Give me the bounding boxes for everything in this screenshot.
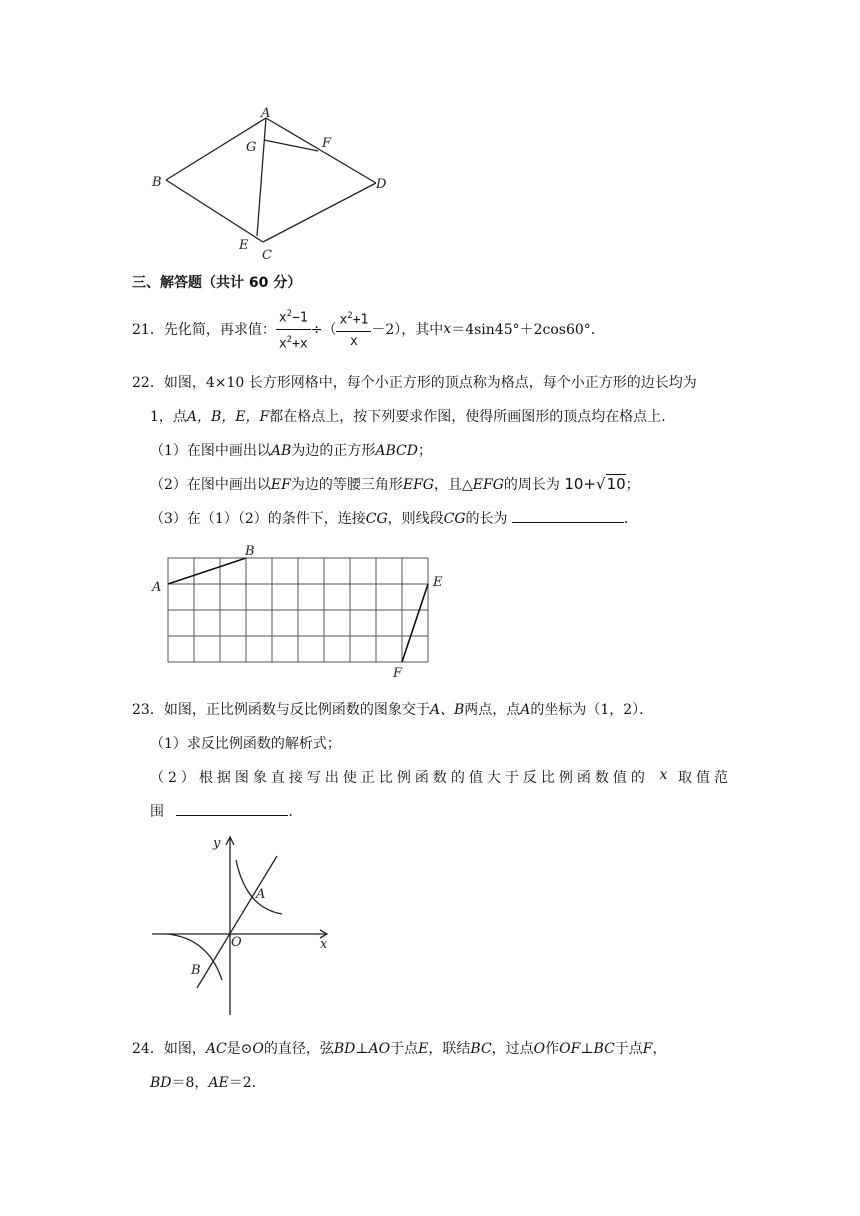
q21-minus-two: －2），其中 xyxy=(371,322,444,338)
q22-answer-blank[interactable] xyxy=(512,508,624,523)
q22-item3: （3）在（1）（2）的条件下，连接CG，则线段CG的长为 ． xyxy=(150,508,638,528)
section-title: 三、解答题（共计 60 分） xyxy=(132,275,302,291)
label-b: B xyxy=(152,175,162,190)
graph-label-a: A xyxy=(256,887,266,902)
grid-label-f: F xyxy=(393,666,403,680)
q21-divide: ÷（ xyxy=(310,322,337,338)
grid-label-a: A xyxy=(152,580,162,595)
q21-prefix: 21．先化简，再求值： xyxy=(132,322,276,338)
graph-label-x: x xyxy=(320,937,328,952)
q21-tail: ＝4sin45°＋2cos60°． xyxy=(451,322,605,338)
graph-label-y: y xyxy=(213,836,221,851)
q22-perimeter-value: 10+√10 xyxy=(564,475,626,493)
q22-item2: （2）在图中画出以EF为边的等腰三角形EFG，且△EFG的周长为 10+√10； xyxy=(150,475,640,493)
q21-fraction-2: $\frac{x^2+1}{x}$ xyxy=(336,307,371,350)
rhombus-figure xyxy=(140,100,400,265)
q21-var: x xyxy=(443,321,452,337)
q22-item1: （1）在图中画出以AB为边的正方形ABCD； xyxy=(150,443,432,459)
label-c: C xyxy=(262,248,272,263)
graph-label-o: O xyxy=(231,935,242,950)
graph-label-b: B xyxy=(191,963,201,978)
label-a: A xyxy=(261,106,271,121)
label-g: G xyxy=(246,140,257,155)
q22-line1: 22．如图，4×10 长方形网格中，每个小正方形的顶点称为格点，每个小正方形的边长均为 xyxy=(132,375,697,391)
q21-fraction-1: $\frac{x^2-1}{x^2+x}$ xyxy=(276,305,311,353)
label-f: F xyxy=(322,136,332,151)
grid-label-e: E xyxy=(433,575,443,590)
grid-figure xyxy=(145,540,455,680)
function-graph xyxy=(150,830,340,1020)
q23-item2-cont: 围 ． xyxy=(150,801,302,821)
q23-line1: 23．如图，正比例函数与反比例函数的图象交于A、B两点，点A的坐标为（1，2）． xyxy=(132,702,654,718)
label-d: D xyxy=(376,177,387,192)
q23-item2: （2）根据图象直接写出使正比例函数的值大于反比例函数值的 x 取值范 xyxy=(150,767,732,786)
q23-answer-blank[interactable] xyxy=(176,801,288,816)
label-e: E xyxy=(239,238,249,253)
q22-line2: 1，点A，B，E，F都在格点上，按下列要求作图，使得所画图形的顶点均在格点上． xyxy=(150,409,676,425)
grid-label-b: B xyxy=(245,544,255,559)
question-21 xyxy=(132,306,605,352)
q24-line2: BD＝8，AE＝2． xyxy=(150,1075,266,1091)
q23-item1: （1）求反比例函数的解析式； xyxy=(150,736,341,752)
q24-line1: 24．如图，AC是⊙O的直径，弦BD⊥AO于点E，联结BC，过点O作OF⊥BC于点F， xyxy=(132,1041,667,1057)
